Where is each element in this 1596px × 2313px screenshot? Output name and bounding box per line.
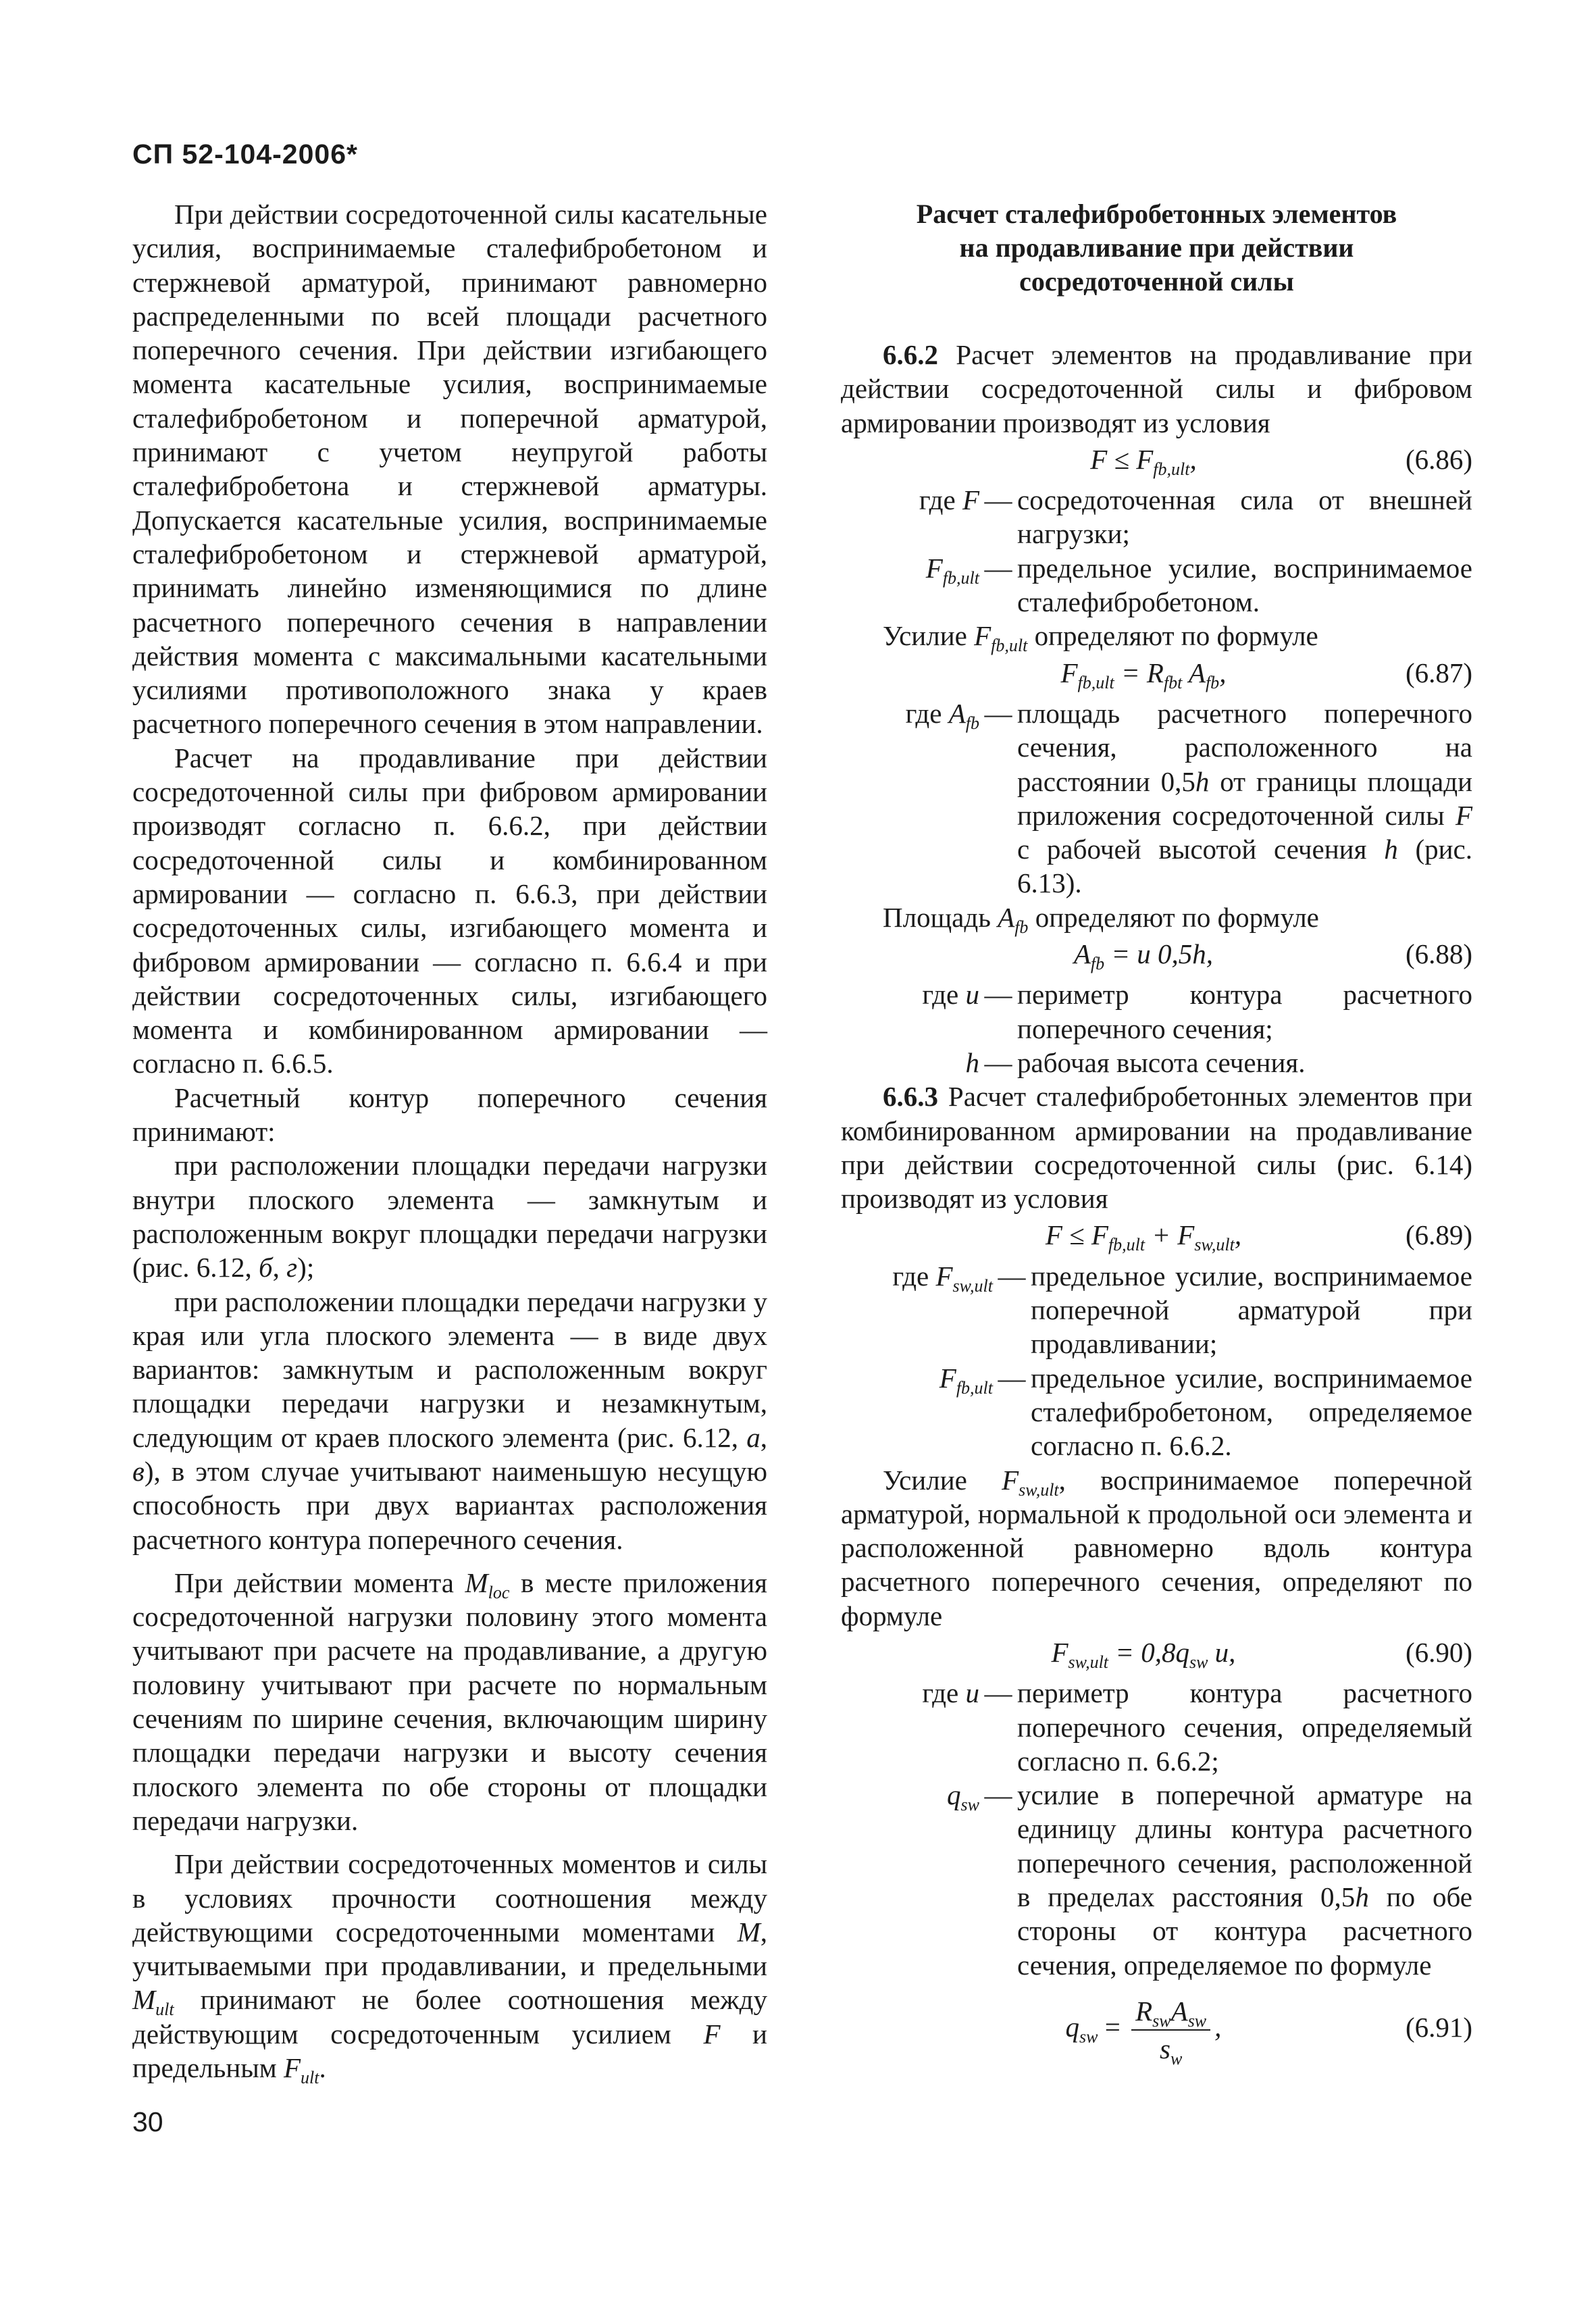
paragraph-moments-ratio: При действии сосредоточенных моментов и силы в условиях прочности соотношения между действующими сосредоточенными моментами M, учитываемыми при продавливании, и предельными $M_{ult}$ принимают не более соотношения между действующим сосредоточенным усилием F и предельным $F_{ult}$. [132, 1848, 767, 2088]
where-h: h — рабочая высота сечения. [965, 1046, 1306, 1078]
where-Ffb-ult-2: $F_{fb,ult}$ — предельное усилие, воспринимаемое сталефибробетоном, определяемое согласно п. 6.6.2. [939, 1362, 1472, 1462]
where-Fsw-ult: где $F_{sw,ult}$ — предельное усилие, воспринимаемое поперечной арматурой при продавливании; [892, 1260, 1472, 1360]
paragraph-sw-force: Усилие $F_{sw,ult}$, воспринимаемое поперечной арматурой, нормальной к продольной оси элемента и расположенной равномерно вдоль контура расчетного поперечного сечения, определяют по формуле [841, 1464, 1472, 1631]
formula-6-89: $F \le F_{fb,ult} + F_{sw,ult}$, (6.89) [1045, 1219, 1472, 1255]
clause-6-6-2: 6.6.2 Расчет элементов на продавливание при действии сосредоточенной силы и фибровом армировании производят из условия [841, 339, 1472, 438]
where-u: где u — периметр контура расчетного поперечного сечения; [922, 979, 1472, 1044]
fraction-qsw: $\frac{R_{sw}A_{sw}}{s_w}$ [1131, 1994, 1210, 2066]
formula-6-90: $F_{sw,ult} = 0,8q_{sw}$ u, (6.90) [1051, 1636, 1472, 1672]
paragraph-tangential-forces: При действии сосредоточенной силы касательные усилия, воспринимаемые сталефибробетоном и стержневой арматурой, принимают равномерно распределенными по всей площади расчетного поперечного сечения. При действии изгибающего момента касательные усилия, воспринимаемые сталефибробетоном и поперечной арматурой, принимают с учетом неупругой работы сталефибробетона и стержневой арматуры. Допускается касательные усилия, воспринимаемые сталефибробетоном и стержневой арматурой, принимать линейно изменяющимися по длине расчетного поперечного сечения в направлении действия момента с максимальными касательными усилиями противоположного знака у краев расчетного поперечного сечения в этом направлении. [132, 199, 767, 740]
paragraph-area-formula: Площадь $A_{fb}$ определяют по формуле [883, 901, 1319, 937]
where-u-2: где u — периметр контура расчетного поперечного сечения, определяемый согласно п. 6.6.2; [922, 1677, 1472, 1777]
formula-6-91: $q_{sw}$ = $\frac{R_{sw}A_{sw}}{s_w}$ , (6.91) [1065, 1995, 1472, 2069]
where-qsw: $q_{sw}$ — усилие в поперечной арматуре на единицу длины контура расчетного поперечного сечения, расположенной в пределах расстояния 0,5h по обе стороны от контура расчетного сечения, определяемое по формуле [947, 1779, 1472, 1981]
paragraph-force-formula: Усилие $F_{fb,ult}$ определяют по формуле [883, 620, 1318, 656]
formula-6-87: $F_{fb,ult} = R_{fbt}$ $A_{fb}$, (6.87) [1060, 657, 1472, 692]
paragraph-punching-cases: Расчет на продавливание при действии сосредоточенной силы при фибровом армировании производят согласно п. 6.6.2, при действии сосредоточенной силы и комбинированном армировании — согласно п. 6.6.3, при действии сосредоточенных силы, изгибающего момента и фибровом армировании — согласно п. 6.6.4 и при действии сосредоточенных силы, изгибающего момента и комбинированном армировании — согласно п. 6.6.5. [132, 742, 767, 1079]
where-Ffb-ult: $F_{fb,ult}$ — предельное усилие, воспринимаемое сталефибробетоном. [925, 552, 1472, 618]
paragraph-contour-edge: при расположении площадки передачи нагрузки у края или угла плоского элемента — в виде двух вариантов: замкнутым и расположенным вокруг площадки передачи нагрузки и незамкнутым, следующим от краев плоского элемента (рис. 6.12, а, в), в этом случае учитывают наименьшую несущую способность при двух вариантах расположения расчетного контура поперечного сечения. [132, 1286, 767, 1555]
where-Afb: где $A_{fb}$ — площадь расчетного поперечного сечения, расположенного на расстоянии 0,5h от границы площади приложения сосредоточенной силы F с рабочей высотой сечения h (рис. 6.13). [905, 697, 1473, 899]
paragraph-contour-intro: Расчетный контур поперечного сечения принимают: [132, 1082, 767, 1148]
right-column [841, 197, 1472, 2073]
clause-6-6-3: 6.6.3 Расчет сталефибробетонных элементов при комбинированном армировании на продавливание при действии сосредоточенной силы (рис. 6.14) производят из условия [841, 1081, 1472, 1215]
paragraph-moment-mloc: При действии момента $M_{loc}$ в месте приложения сосредоточенной нагрузки половину этого момента учитывают при расчете на продавливание, а другую половину учитывают при расчете по нормальным сечениям по ширине сечения, включающим ширину площадки передачи нагрузки и высоту сечения плоского элемента по обе стороны от площадки передачи нагрузки. [132, 1567, 767, 1836]
formula-6-86: $F \le F_{fb,ult}$, (6.86) [1090, 443, 1472, 479]
page-number: 30 [132, 2106, 163, 2137]
document-code: СП 52-104-2006* [132, 138, 358, 170]
where-F: где F — сосредоточенная сила от внешней нагрузки; [919, 484, 1472, 550]
left-column [132, 197, 767, 2088]
section-heading: Расчет сталефибробетонных элементов на продавливание при действии сосредоточенной силы [916, 199, 1397, 297]
formula-6-88: $A_{fb} = u$ 0,5h, (6.88) [1073, 938, 1472, 974]
paragraph-contour-inside: при расположении площадки передачи нагрузки внутри плоского элемента — замкнутым и расположенным вокруг площадки передачи нагрузки (рис. 6.12, б, г); [132, 1150, 767, 1283]
